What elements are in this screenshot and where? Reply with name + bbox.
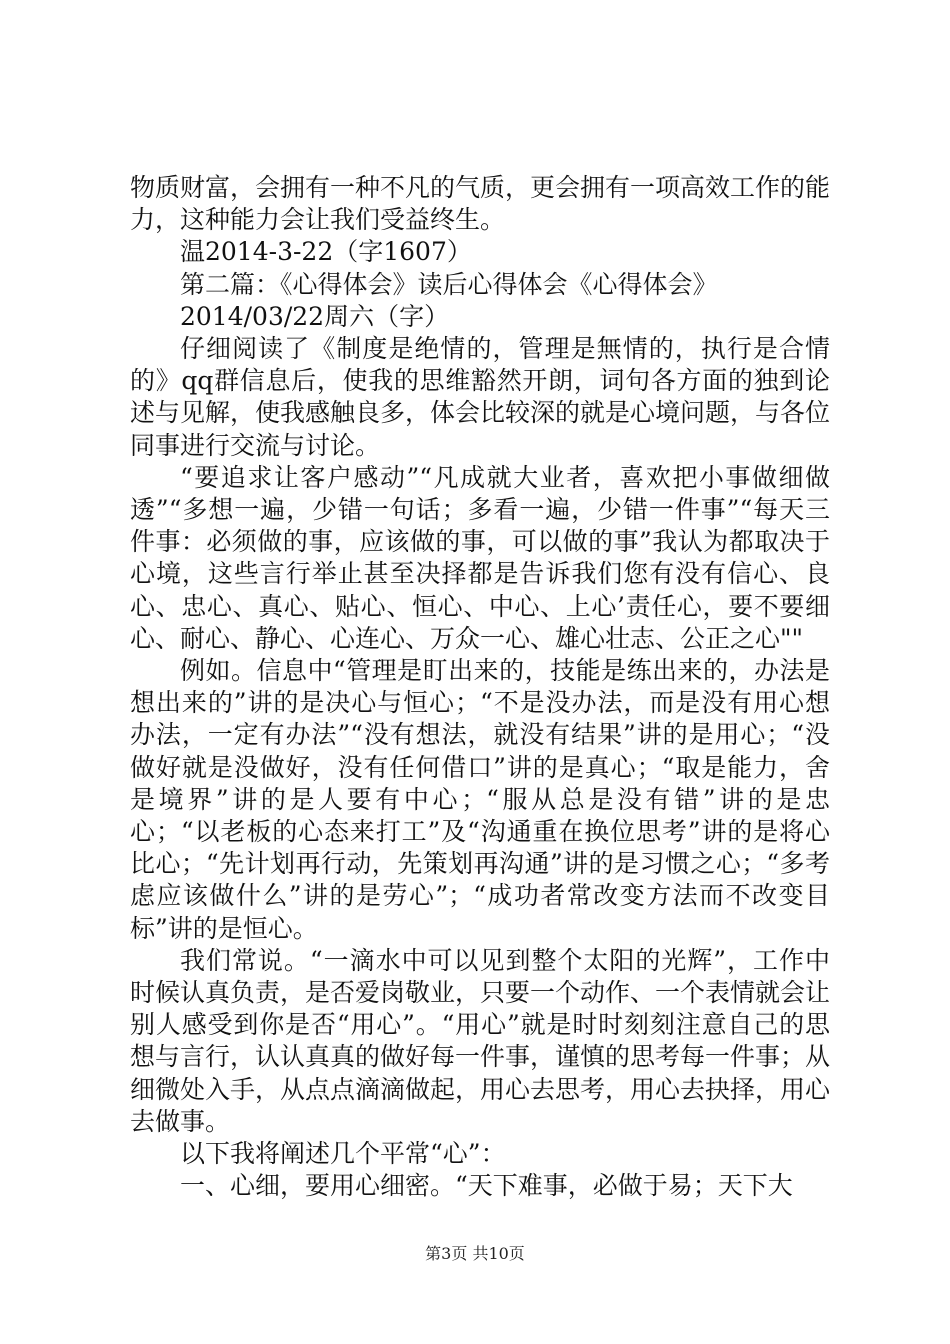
- paragraph-signature-date: 温2014-3-22（字1607）: [180, 237, 472, 267]
- paragraph-examples: 例如。信息中“管理是盯出来的，技能是练出来的，办法是想出来的”讲的是决心与恒心；“不是没办法，而是没有用心想办法，一定有办法”“没有想法，就没有结果”讲的是用心；“没做好就是没做好，没有任何借口”讲的是真心；“取是能力，舍是境界”讲的是人要有中心；“服从总是没有错”讲的是忠心；“以老板的心态来打工”及“沟通重在换位思考”讲的是将心比心；“先计划再行动，先策划再沟通”讲的是习惯之心；“多考虑应该做什么”讲的是劳心”；“成功者常改变方法而不改变目标”讲的是恒心。: [130, 656, 830, 943]
- document-body: [130, 172, 830, 1203]
- paragraph-date: 2014/03/22周六（字）: [180, 301, 450, 331]
- paragraph-intro: 仔细阅读了《制度是绝情的，管理是無情的，执行是合情的》qq群信息后，使我的思维豁然开朗，词句各方面的独到论述与见解，使我感触良多，体会比较深的就是心境问题，与各位同事进行交流与讨论。: [130, 334, 831, 460]
- page-footer: [0, 1244, 950, 1264]
- paragraph-quotes: “要追求让客户感动”“凡成就大业者，喜欢把小事做细做透”“多想一遍，少错一句话；多看一遍，少错一件事”“每天三件事：必须做的事，应该做的事，可以做的事”我认为都取决于心境，这些言行举止甚至决择都是告诉我们您有没有信心、良心、忠心、真心、贴心、恒心、中心、上心’责任心，要不要细心、耐心、静心、心连心、万众一心、雄心壮志、公正之心"": [130, 462, 830, 653]
- paragraph-we-often-say: 我们常说。“一滴水中可以见到整个太阳的光辉”，工作中时候认真负责，是否爱岗敬业，只要一个动作、一个表情就会让别人感受到你是否“用心”。“用心”就是时时刻刻注意自己的思想与言行，认认真真的做好每一件事，谨慎的思考每一件事；从细微处入手，从点点滴滴做起，用心去思考，用心去抉择，用心去做事。: [130, 945, 831, 1136]
- paragraph-transition: 以下我将阐述几个平常“心”：: [180, 1139, 506, 1169]
- paragraph-section-title: 第二篇：《心得体会》读后心得体会《心得体会》: [180, 269, 718, 299]
- paragraph-continuation: 物质财富，会拥有一种不凡的气质，更会拥有一项高效工作的能力，这种能力会让我们受益终生。: [130, 173, 831, 235]
- page-number-label: 第3页 共10页: [425, 1244, 525, 1263]
- paragraph-point-one: 一、心细，要用心细密。“天下难事，必做于易；天下大: [180, 1171, 793, 1201]
